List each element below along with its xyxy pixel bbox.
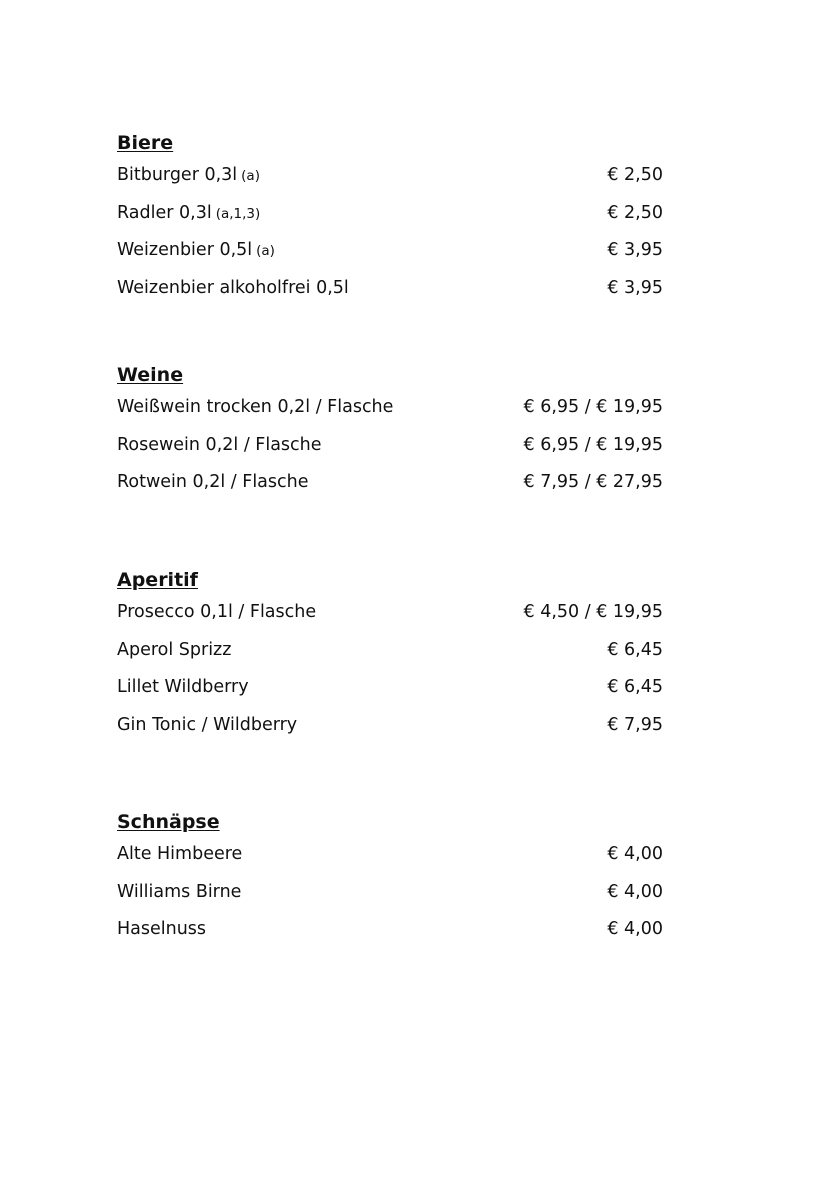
item-name: Bitburger 0,3l [117, 165, 238, 185]
item-price: € 4,00 [607, 844, 663, 864]
section-title: Schnäpse [117, 811, 220, 833]
menu-item [117, 914, 663, 952]
menu-item [117, 430, 663, 468]
item-note: (a) [256, 243, 275, 259]
item-name: Weizenbier alkoholfrei 0,5l [117, 277, 349, 298]
section-title: Biere [117, 132, 174, 154]
item-note: (a,1,3) [215, 205, 261, 222]
item-name: Alte Himbeere [117, 844, 243, 864]
menu-item [117, 672, 663, 710]
item-name: Weißwein trocken 0,2l / Flasche [117, 397, 394, 417]
item-name: Gin Tonic / Wildberry [117, 714, 298, 735]
item-name: Prosecco 0,1l / Flasche [117, 602, 317, 622]
menu-item [117, 198, 663, 236]
menu-item [117, 597, 663, 635]
item-name: Radler 0,3l [117, 202, 212, 223]
menu-item [117, 235, 663, 273]
item-price: € 6,45 [607, 677, 663, 697]
item-price: € 7,95 / € 27,95 [523, 472, 663, 492]
menu-item [117, 839, 663, 877]
item-name: Weizenbier 0,5l [117, 240, 253, 260]
section-biere [117, 130, 663, 310]
item-price: € 6,45 [607, 639, 663, 660]
item-price: € 6,95 / € 19,95 [523, 434, 663, 455]
item-price: € 4,00 [607, 881, 663, 902]
item-name: Rosewein 0,2l / Flasche [117, 434, 322, 455]
item-price: € 7,95 [607, 714, 663, 735]
item-name: Williams Birne [117, 881, 242, 902]
item-price: € 4,50 / € 19,95 [523, 602, 663, 622]
menu-item [117, 160, 663, 198]
section-schnaepse [117, 809, 663, 952]
item-price: € 2,50 [607, 202, 663, 223]
item-name: Lillet Wildberry [117, 677, 249, 697]
item-name: Aperol Sprizz [117, 639, 232, 660]
section-title: Weine [117, 364, 184, 386]
item-price: € 2,50 [607, 165, 663, 185]
menu-item [117, 273, 663, 311]
section-weine [117, 362, 663, 505]
section-title: Aperitif [117, 569, 198, 591]
item-price: € 3,95 [607, 277, 663, 298]
item-note: (a) [241, 168, 260, 184]
menu-item [117, 635, 663, 673]
item-name: Rotwein 0,2l / Flasche [117, 472, 309, 492]
item-price: € 6,95 / € 19,95 [523, 397, 663, 417]
item-price: € 4,00 [607, 919, 663, 939]
section-aperitif [117, 567, 663, 747]
menu-item [117, 877, 663, 915]
menu-item [117, 392, 663, 430]
menu-item [117, 467, 663, 505]
menu-item [117, 710, 663, 748]
item-name: Haselnuss [117, 919, 207, 939]
item-price: € 3,95 [607, 240, 663, 260]
